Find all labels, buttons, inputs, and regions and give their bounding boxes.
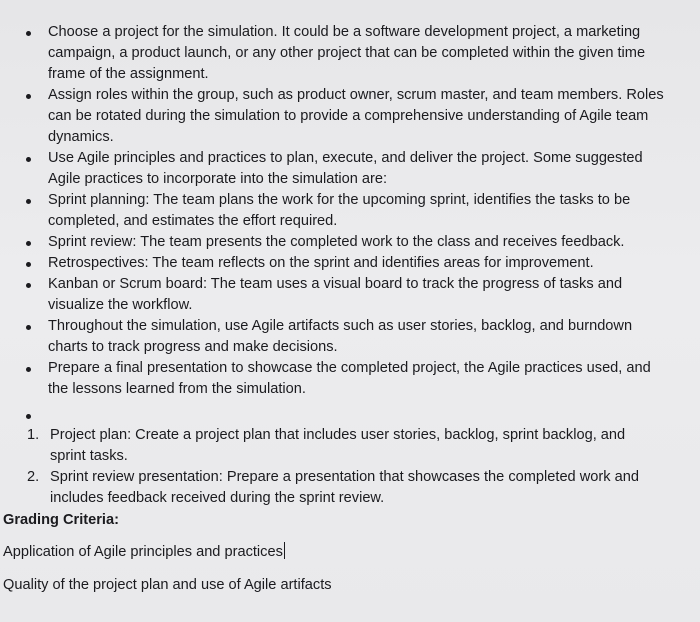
numbered-item — [0, 467, 700, 509]
bullet-item — [0, 232, 700, 253]
bullet-text: Sprint review: The team presents the completed work to the class and receives feedback. — [48, 234, 625, 250]
bullet-text: Kanban or Scrum board: The team uses a visual board to track the progress of tasks and visualize the workflow. — [48, 276, 623, 313]
bullet-text: Assign roles within the group, such as product owner, scrum master, and team members. Roles can be rotated during the simulation to provide a comprehensive understanding of Agile team dynamics. — [48, 87, 664, 145]
bullet-point-icon — [26, 283, 31, 288]
numbered-item-text: Project plan: Create a project plan that includes user stories, backlog, sprint backlog, and sprint tasks. — [50, 427, 626, 464]
list-number: 1. — [27, 427, 40, 443]
grading-criterion[interactable] — [3, 575, 332, 595]
bullet-item — [0, 148, 700, 190]
grading-criteria-heading: Grading Criteria: — [3, 512, 119, 528]
grading-criterion-text: Application of Agile principles and practices — [3, 544, 283, 560]
bullet-item — [0, 358, 700, 400]
grading-criterion[interactable] — [3, 542, 285, 562]
list-number: 2. — [27, 469, 40, 485]
bullet-text: Choose a project for the simulation. It could be a software development project, a marketing campaign, a product launch, or any other project that can be completed within the given time frame of the assignment. — [48, 24, 646, 82]
numbered-item — [0, 425, 700, 467]
bullet-text: Sprint planning: The team plans the work for the upcoming sprint, identifies the tasks to be completed, and estimates the effort required. — [48, 192, 631, 229]
text-cursor — [284, 542, 285, 559]
bullet-list — [0, 22, 700, 427]
numbered-item-text: Sprint review presentation: Prepare a presentation that showcases the completed work and includes feedback received during the sprint review. — [50, 469, 639, 506]
bullet-point-icon — [26, 325, 31, 330]
bullet-point-icon — [26, 94, 31, 99]
bullet-item — [0, 316, 700, 358]
bullet-text: Prepare a final presentation to showcase the completed project, the Agile practices used, and the lessons learned from the simulation. — [48, 360, 651, 397]
bullet-text: Use Agile principles and practices to plan, execute, and deliver the project. Some suggested Agile practices to incorporate into the simulation are: — [48, 150, 643, 187]
numbered-list — [0, 425, 700, 509]
bullet-item — [0, 274, 700, 316]
bullet-point-icon — [26, 414, 31, 419]
empty-bullet-item — [0, 400, 700, 427]
bullet-point-icon — [26, 31, 31, 36]
bullet-point-icon — [26, 262, 31, 267]
bullet-text: Throughout the simulation, use Agile artifacts such as user stories, backlog, and burndown charts to track progress and make decisions. — [48, 318, 633, 355]
bullet-text: Retrospectives: The team reflects on the sprint and identifies areas for improvement. — [48, 255, 594, 271]
bullet-point-icon — [26, 367, 31, 372]
bullet-item — [0, 253, 700, 274]
bullet-item — [0, 22, 700, 85]
bullet-point-icon — [26, 241, 31, 246]
bullet-item — [0, 190, 700, 232]
grading-criterion-text: Quality of the project plan and use of Agile artifacts — [3, 577, 332, 593]
bullet-point-icon — [26, 199, 31, 204]
bullet-item — [0, 85, 700, 148]
bullet-point-icon — [26, 157, 31, 162]
